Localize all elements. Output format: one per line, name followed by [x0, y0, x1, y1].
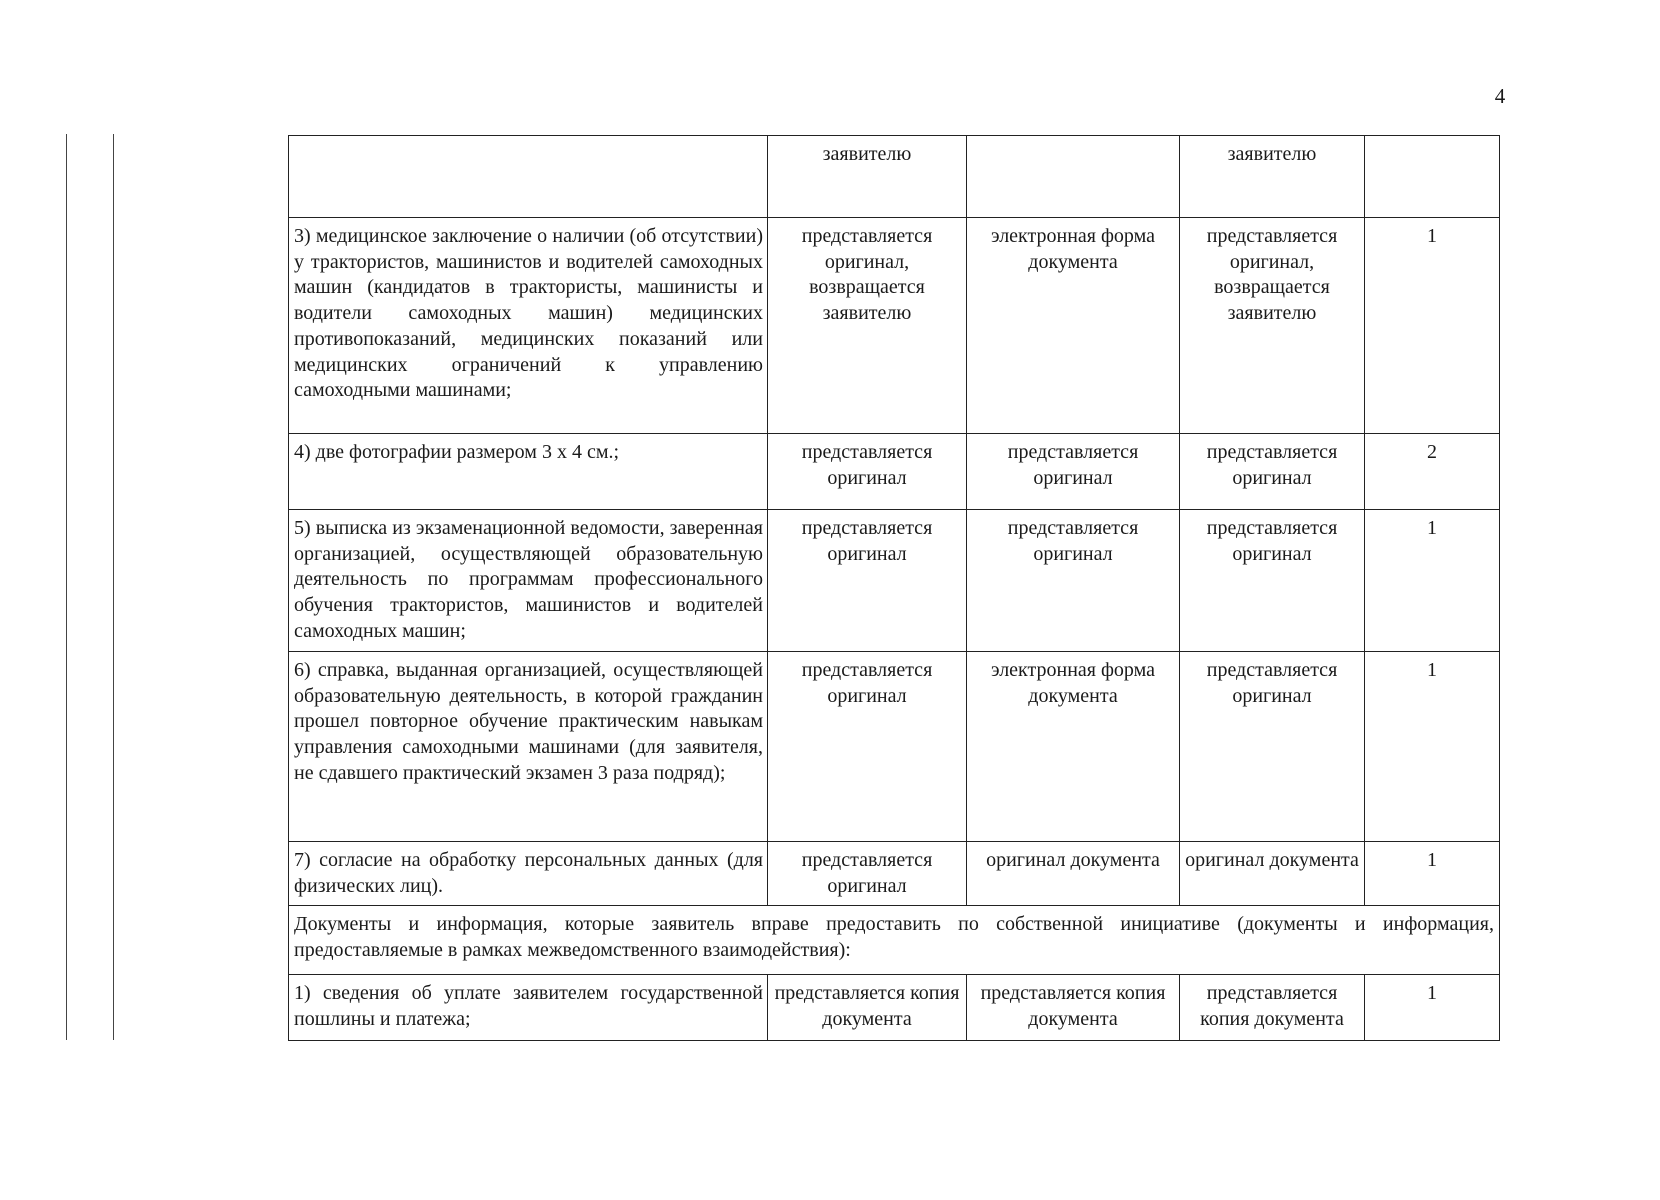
cell-count: 1: [1365, 652, 1500, 842]
cell-electronic-format: представляется оригинал: [967, 434, 1180, 510]
cell-alt-format: представляется копия документа: [1180, 975, 1365, 1041]
cell-submission-format: представляется оригинал: [768, 434, 967, 510]
table-row: [289, 218, 1500, 434]
table-row: [289, 434, 1500, 510]
cell-submission-format: представляется оригинал: [768, 652, 967, 842]
cell-alt-format: представляется оригинал: [1180, 510, 1365, 652]
table-row: [289, 136, 1500, 218]
cell-description: 4) две фотографии размером 3 х 4 см.;: [289, 434, 768, 510]
documents-table: [288, 135, 1500, 1041]
cell-count: 2: [1365, 434, 1500, 510]
cell-submission-format: представляется оригинал: [768, 842, 967, 906]
cell-count: [1365, 136, 1500, 218]
cell-alt-format: представляется оригинал, возвращается заявителю: [1180, 218, 1365, 434]
cell-electronic-format: электронная форма документа: [967, 652, 1180, 842]
cell-electronic-format: представляется оригинал: [967, 510, 1180, 652]
cell-description: 7) согласие на обработку персональных данных (для физических лиц).: [289, 842, 768, 906]
cell-submission-format: представляется оригинал: [768, 510, 967, 652]
table-row: [289, 842, 1500, 906]
margin-line-left: [66, 134, 67, 1040]
cell-electronic-format: представляется копия документа: [967, 975, 1180, 1041]
section-note-row: [289, 906, 1500, 975]
cell-description: 1) сведения об уплате заявителем государственной пошлины и платежа;: [289, 975, 768, 1041]
margin-line-right: [113, 134, 114, 1040]
cell-count: 1: [1365, 510, 1500, 652]
cell-submission-format: представляется оригинал, возвращается заявителю: [768, 218, 967, 434]
cell-description: 6) справка, выданная организацией, осуществляющей образовательную деятельность, в которой гражданин прошел повторное обучение практическим навыкам управления самоходными машинами (для заявителя, не сдавшего практический экзамен 3 раза подряд);: [289, 652, 768, 842]
cell-electronic-format: [967, 136, 1180, 218]
table-row: [289, 975, 1500, 1041]
cell-description: 5) выписка из экзаменационной ведомости, заверенная организацией, осуществляющей образовательную деятельность по программам профессионального обучения трактористов, машинистов и водителей самоходных машин;: [289, 510, 768, 652]
table-row: [289, 510, 1500, 652]
cell-submission-format: представляется копия документа: [768, 975, 967, 1041]
cell-count: 1: [1365, 218, 1500, 434]
section-note: Документы и информация, которые заявитель вправе предоставить по собственной инициативе (документы и информация, предоставляемые в рамках межведомственного взаимодействия):: [289, 906, 1500, 975]
cell-alt-format: заявителю: [1180, 136, 1365, 218]
table-row: [289, 652, 1500, 842]
cell-count: 1: [1365, 842, 1500, 906]
page-number: 4: [1494, 84, 1506, 108]
cell-alt-format: оригинал документа: [1180, 842, 1365, 906]
cell-description: 3) медицинское заключение о наличии (об отсутствии) у трактористов, машинистов и водителей самоходных машин (кандидатов в трактористы, машинисты и водители самоходных машин) медицинских противопоказаний, медицинских показаний или медицинских ограничений к управлению самоходными машинами;: [289, 218, 768, 434]
cell-alt-format: представляется оригинал: [1180, 652, 1365, 842]
cell-alt-format: представляется оригинал: [1180, 434, 1365, 510]
cell-description: [289, 136, 768, 218]
cell-electronic-format: электронная форма документа: [967, 218, 1180, 434]
cell-submission-format: заявителю: [768, 136, 967, 218]
cell-electronic-format: оригинал документа: [967, 842, 1180, 906]
cell-count: 1: [1365, 975, 1500, 1041]
